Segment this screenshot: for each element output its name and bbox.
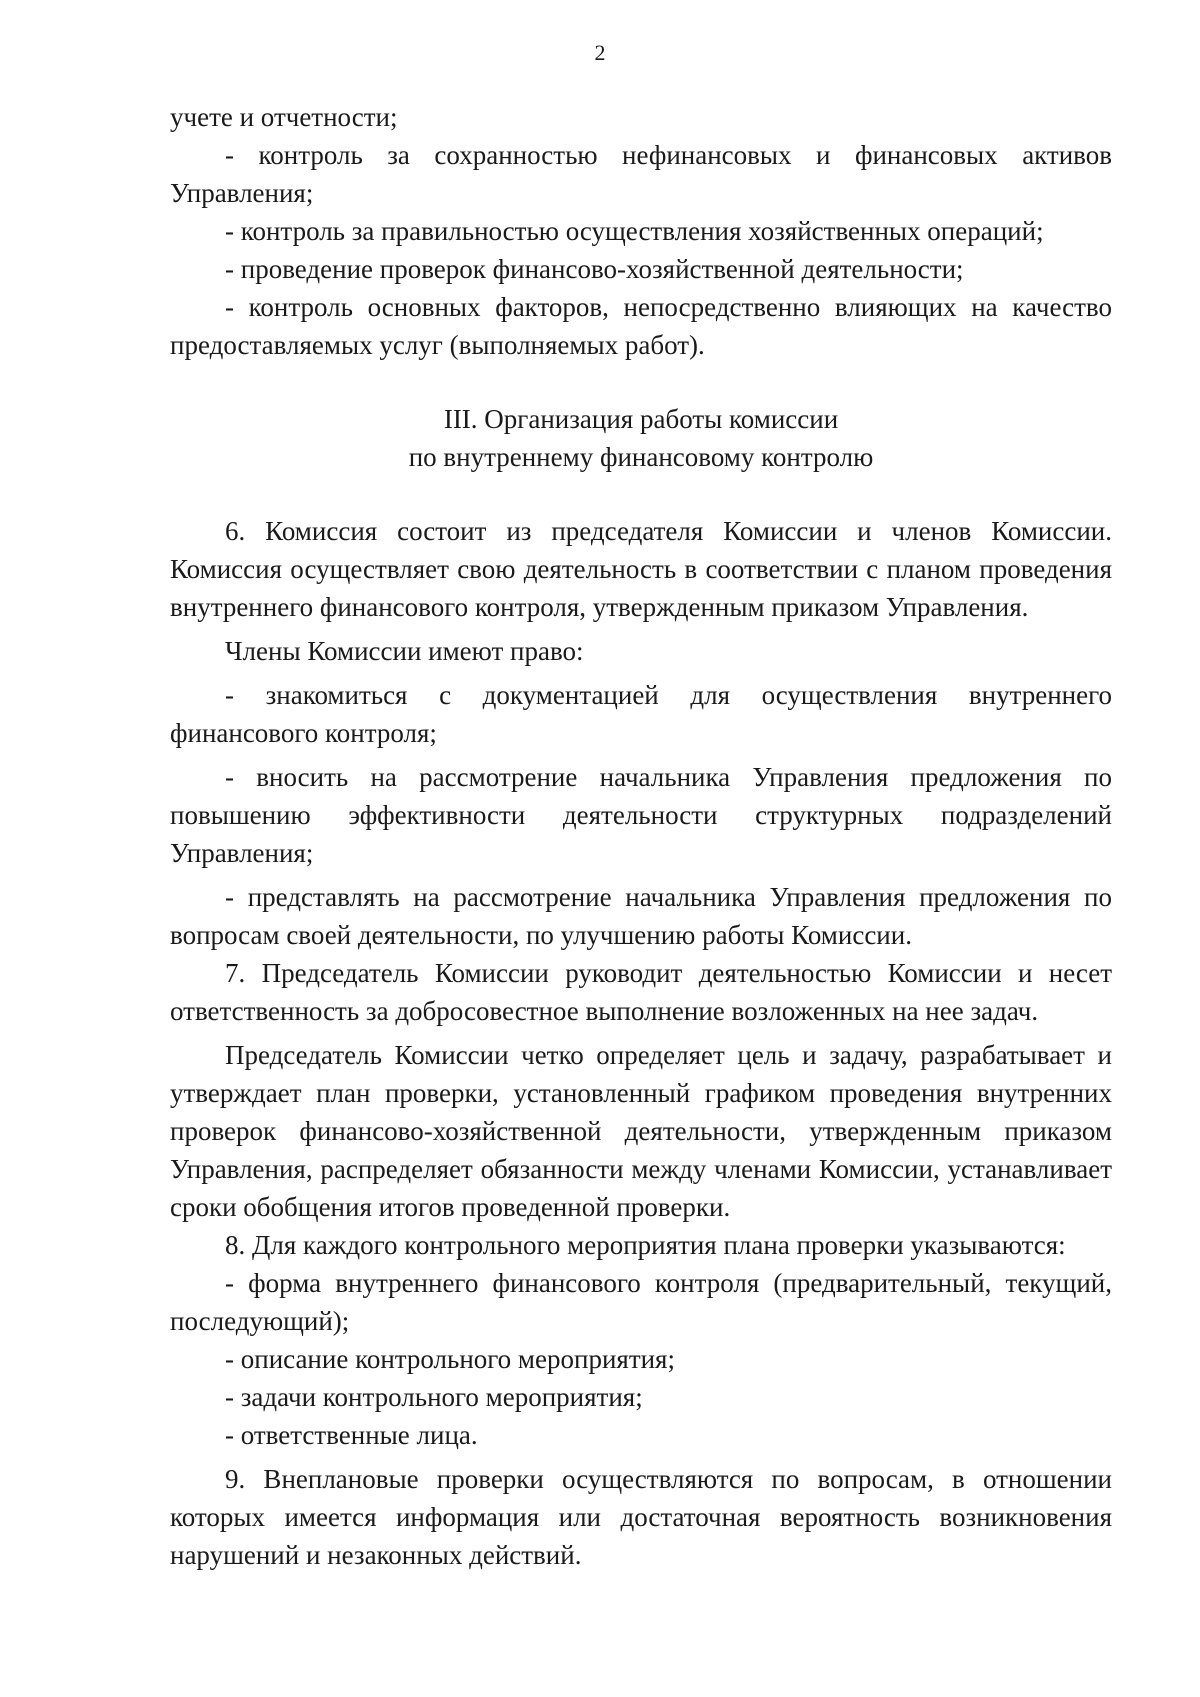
section-heading-line: по внутреннему финансовому контролю bbox=[408, 442, 874, 472]
paragraph: - контроль основных факторов, непосредственно влияющих на качество предоставляемых услуг (выполняемых работ). bbox=[170, 292, 1112, 360]
paragraph: - задачи контрольного мероприятия; bbox=[225, 1382, 643, 1412]
document-body bbox=[170, 98, 1112, 1574]
paragraph: учете и отчетности; bbox=[170, 102, 398, 132]
paragraph: - ответственные лица. bbox=[225, 1420, 478, 1450]
paragraph: - вносить на рассмотрение начальника Управления предложения по повышению эффективности деятельности структурных подразделений Управления; bbox=[170, 762, 1112, 868]
section-heading-line: III. Организация работы комиссии bbox=[443, 404, 839, 434]
paragraph: Члены Комиссии имеют право: bbox=[225, 636, 584, 666]
paragraph: Председатель Комиссии четко определяет цель и задачу, разрабатывает и утверждает план проверки, установленный графиком проведения внутренних проверок финансово-хозяйственной деятельности, утвержденным приказом Управления, распределяет обязанности между членами Комиссии, устанавливает сроки обобщения итогов проведенной проверки. bbox=[170, 1040, 1112, 1222]
paragraph: - представлять на рассмотрение начальника Управления предложения по вопросам своей деятельности, по улучшению работы Комиссии. bbox=[170, 882, 1112, 950]
section-heading bbox=[170, 400, 1112, 476]
paragraph: 9. Внеплановые проверки осуществляются по вопросам, в отношении которых имеется информация или достаточная вероятность возникновения нарушений и незаконных действий. bbox=[170, 1464, 1112, 1570]
paragraph: - форма внутреннего финансового контроля (предварительный, текущий, последующий); bbox=[170, 1268, 1112, 1336]
paragraph: - проведение проверок финансово-хозяйственной деятельности; bbox=[225, 254, 964, 284]
paragraph: - знакомиться с документацией для осуществления внутреннего финансового контроля; bbox=[170, 680, 1112, 748]
paragraph: - контроль за сохранностью нефинансовых и финансовых активов Управления; bbox=[170, 140, 1112, 208]
paragraph: - описание контрольного мероприятия; bbox=[225, 1344, 675, 1374]
paragraph: 8. Для каждого контрольного мероприятия плана проверки указываются: bbox=[225, 1230, 1066, 1260]
paragraph: - контроль за правильностью осуществления хозяйственных операций; bbox=[225, 216, 1044, 246]
paragraph: 6. Комиссия состоит из председателя Комиссии и членов Комиссии. Комиссия осуществляет свою деятельность в соответствии с планом проведения внутреннего финансового контроля, утвержденным приказом Управления. bbox=[170, 516, 1112, 622]
page-number: 2 bbox=[594, 40, 606, 65]
paragraph: 7. Председатель Комиссии руководит деятельностью Комиссии и несет ответственность за добросовестное выполнение возложенных на нее задач. bbox=[170, 958, 1112, 1026]
